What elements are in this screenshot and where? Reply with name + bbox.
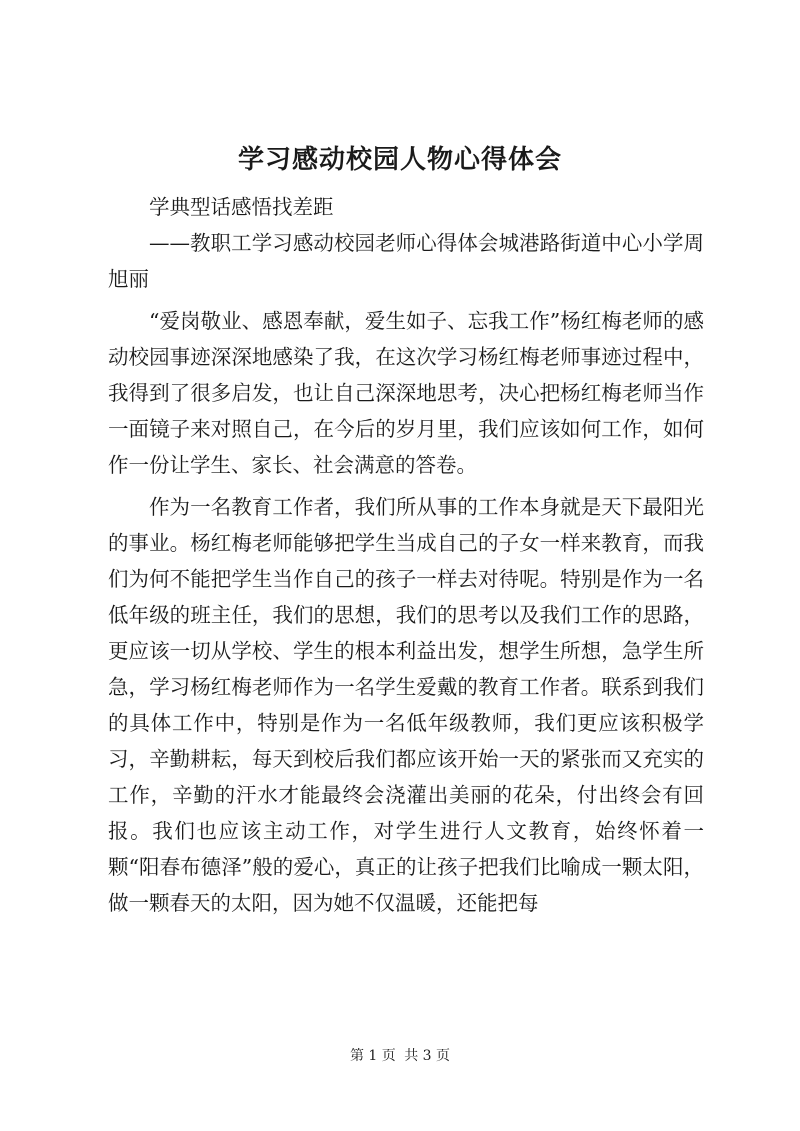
- page-number: 第 1 页: [349, 1048, 396, 1064]
- page-footer: [0, 1046, 800, 1066]
- page-total: 共 3 页: [404, 1048, 451, 1064]
- subtitle-line: 学典型话感悟找差距: [149, 195, 334, 219]
- document-title: 学习感动校园人物心得体会: [237, 145, 562, 175]
- body-paragraph-1: “爱岗敬业、感恩奉献，爱生如子、忘我工作”杨红梅老师的感动校园事迹深深地感染了我，在这次学习杨红梅老师事迹过程中，我得到了很多启发，也让自己深深地思考，决心把杨红梅老师当作一面镜子来对照自己，在今后的岁月里，我们应该如何工作，如何作一份让学生、家长、社会满意的答卷。: [108, 309, 704, 477]
- document-body: [108, 189, 704, 921]
- body-paragraph-2: 作为一名教育工作者，我们所从事的工作本身就是天下最阳光的事业。杨红梅老师能够把学生当成自己的子女一样来教育，而我们为何不能把学生当作自己的孩子一样去对待呢。特别是作为一名低年级的班主任，我们的思想，我们的思考以及我们工作的思路，更应该一切从学校、学生的根本利益出发，想学生所想，急学生所急，学习杨红梅老师作为一名学生爱戴的教育工作者。联系到我们的具体工作中，特别是作为一名低年级教师，我们更应该积极学习，辛勤耕耘，每天到校后我们都应该开始一天的紧张而又充实的工作，辛勤的汗水才能最终会浇灌出美丽的花朵，付出终会有回报。我们也应该主动工作，对学生进行人文教育，始终怀着一颗“阳春布德泽”般的爱心，真正的让孩子把我们比喻成一颗太阳，做一颗春天的太阳，因为她不仅温暖，还能把每: [108, 495, 704, 915]
- byline-paragraph: ——教职工学习感动校园老师心得体会城港路街道中心小学周旭丽: [108, 231, 704, 291]
